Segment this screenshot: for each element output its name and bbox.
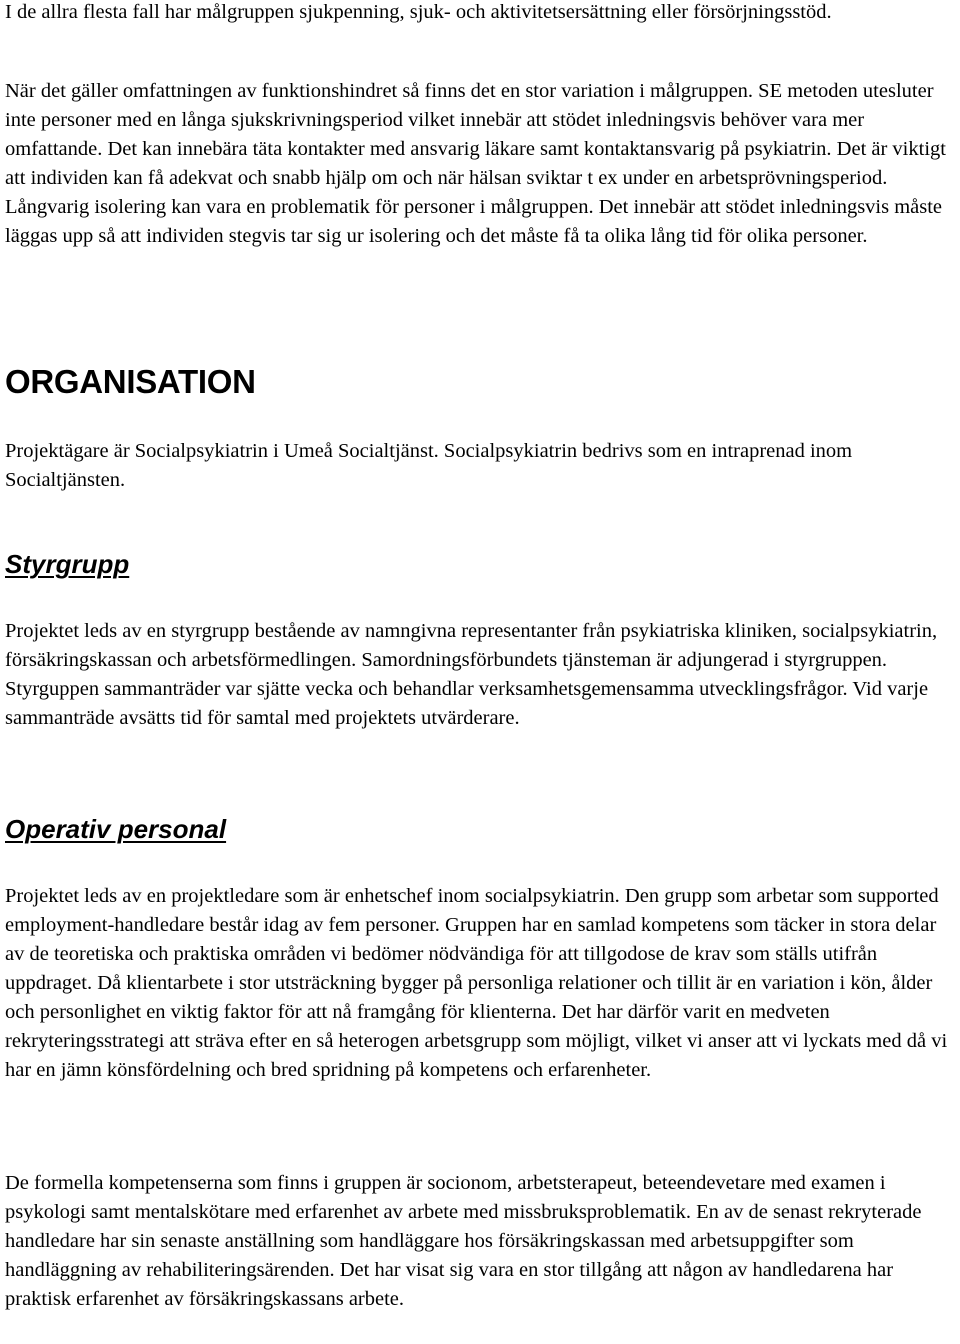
- intro-paragraph-2: När det gäller omfattningen av funktionshindret så finns det en stor variation i målgruppen. SE metoden utesluter inte personer med en långa sjukskrivningsperiod vilket innebär att stödet inledningsvis behöver vara mer omfattande. Det kan innebära täta kontakter med ansvarig läkare samt kontaktansvarig på psykiatrin. Det är viktigt att individen kan få adekvat och snabb hjälp om och när hälsan sviktar t ex under en arbetsprövningsperiod. Långvarig isolering kan vara en problematik för personer i målgruppen. Det innebär att stödet inledningsvis måste läggas upp så att individen stegvis tar sig ur isolering och det måste få ta olika lång tid för olika personer.: [5, 80, 946, 247]
- operativ-paragraph-2: De formella kompetenserna som finns i gruppen är socionom, arbetsterapeut, beteendevetare med examen i psykologi samt mentalskötare med erfarenhet av arbete med missbruksproblematik. En av de senast rekryterade handledare har sin senaste anställning som handläggare hos försäkringskassan med arbetsuppgifter som handläggning av rehabiliteringsärenden. Det har visat sig vara en stor tillgång att någon av handledarena har praktisk erfarenhet av försäkringskassans arbete.: [5, 1172, 922, 1310]
- intro-paragraph-1: I de allra flesta fall har målgruppen sjukpenning, sjuk- och aktivitetsersättning eller försörjningsstöd.: [5, 1, 832, 23]
- organisation-paragraph: Projektägare är Socialpsykiatrin i Umeå Socialtjänst. Socialpsykiatrin bedrivs som en intraprenad inom Socialtjänsten.: [5, 440, 853, 491]
- styrgrupp-paragraph: Projektet leds av en styrgrupp bestående av namngivna representanter från psykiatriska kliniken, socialpsykiatrin, försäkringskassan och arbetsförmedlingen. Samordningsförbundets tjänsteman är adjungerad i styrgruppen. Styrguppen sammanträder var sjätte vecka och behandlar verksamhetsgemensamma utvecklingsfrågor. Vid varje sammanträde avsätts tid för samtal med projektets utvärderare.: [5, 620, 938, 729]
- operativ-paragraph-1: Projektet leds av en projektledare som är enhetschef inom socialpsykiatrin. Den grupp som arbetar som supported employment-handledare består idag av fem personer. Gruppen har en samlad kompetens som täcker in stora delar av de teoretiska och praktiska områden vi bedömer nödvändiga för att tillgodose de krav som ställs utifrån uppdraget. Då klientarbete i stor utsträckning bygger på personliga relationer och tillit är en variation i kön, ålder och personlighet en viktig faktor för att nå framgång för klienterna. Det har därför varit en medveten rekryteringsstrategi att sträva efter en så heterogen arbetsgrupp som möjligt, vilket vi anser att vi lyckats med då vi har en jämn könsfördelning och bred spridning på kompetens och erfarenheter.: [5, 885, 948, 1081]
- styrgrupp-heading: Styrgrupp: [5, 549, 130, 579]
- organisation-heading: ORGANISATION: [5, 363, 256, 400]
- operativ-personal-heading: Operativ personal: [5, 814, 227, 844]
